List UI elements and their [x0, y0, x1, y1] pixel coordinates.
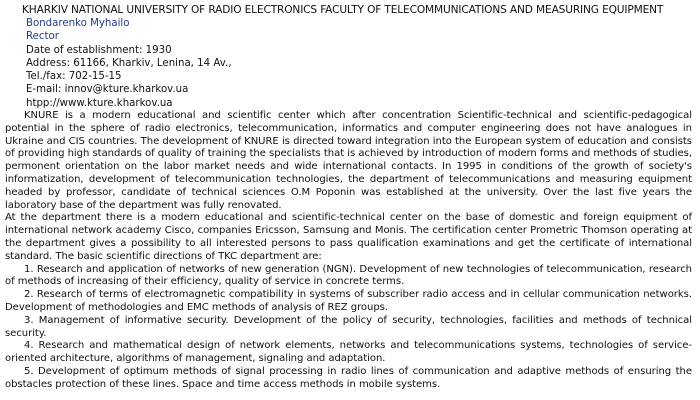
intro-paragraph: KNURE is a modern educational and scientific center which after concentration Scientific-technical and scientific-pedagogical potential in the sphere of radio electronics, telecommunication, informatics and computer engineering does not have analogues in Ukraine and CIS countries. The development of KNURE is directed toward integration into the European system of education and consists of providing high standards of quality of training the specialists that is achieved by introduction of modern forms and methods of studies, permonent orientation on the labor market needs and wide international contacts. In 1995 in conditions of the growth of society's informatization, development of telecommunication technologies, the department of telecommunications and measuring equipment headed by professor, candidate of technical sciences O.M Poponin was established at the university. Over the last five years the laboratory base of the department was fully renovated. — [5, 110, 692, 211]
rector-name: Bondarenko Myhailo — [26, 18, 130, 29]
direction-item-3: 3. Management of informative security. Development of the policy of security, technologies, facilities and methods of technical security. — [5, 314, 692, 339]
direction-item-4: 4. Research and mathematical design of network elements, networks and telecommunications systems, technologies of service-oriented architecture, algorithms of management, signaling and adaptation. — [5, 340, 692, 365]
website: htpp://www.kture.kharkov.ua — [26, 97, 173, 109]
direction-item-2: 2. Research of terms of electromagnetic compatibility in systems of subscriber radio access and in cellular communication networks. Development of methodologies and EMC methods of analysis of REZ groups. — [5, 289, 692, 314]
address: Address: 61166, Kharkiv, Lenina, 14 Av., — [26, 57, 232, 69]
email: E-mail: innov@kture.kharkov.ua — [26, 84, 189, 96]
document-body — [5, 110, 692, 392]
phone-fax: Tel./fax: 702-15-15 — [26, 71, 122, 83]
establishment-date: Date of establishment: 1930 — [26, 44, 172, 56]
direction-item-5: 5. Development of optimum methods of signal processing in radio lines of communication and adaptive methods of ensuring the obstacles protection of these lines. Space and time access methods in mobile systems. — [5, 366, 692, 390]
page-title: KHARKIV NATIONAL UNIVERSITY OF RADIO ELECTRONICS FACULTY OF TELECOMMUNICATIONS AND MEASURING EQUIPMENT — [22, 4, 664, 16]
rector-position: Rector — [26, 31, 59, 43]
contact-info — [26, 17, 692, 110]
department-paragraph: At the department there is a modern educational and scientific-technical center on the base of domestic and foreign equipment of international network academy Cisco, companies Ericsson, Samsung and Monis. The certification center Prometric Thomson operating at the department gives a possibility to all interested persons to pass qualification examinations and get the certificate of international standard. The basic scientific directions of TKC department are: — [5, 212, 692, 262]
direction-item-1: 1. Research and application of networks of new generation (NGN). Development of new technologies of telecommunication, research of methods of increasing of their efficiency, quality of service in concrete terms. — [5, 263, 692, 288]
